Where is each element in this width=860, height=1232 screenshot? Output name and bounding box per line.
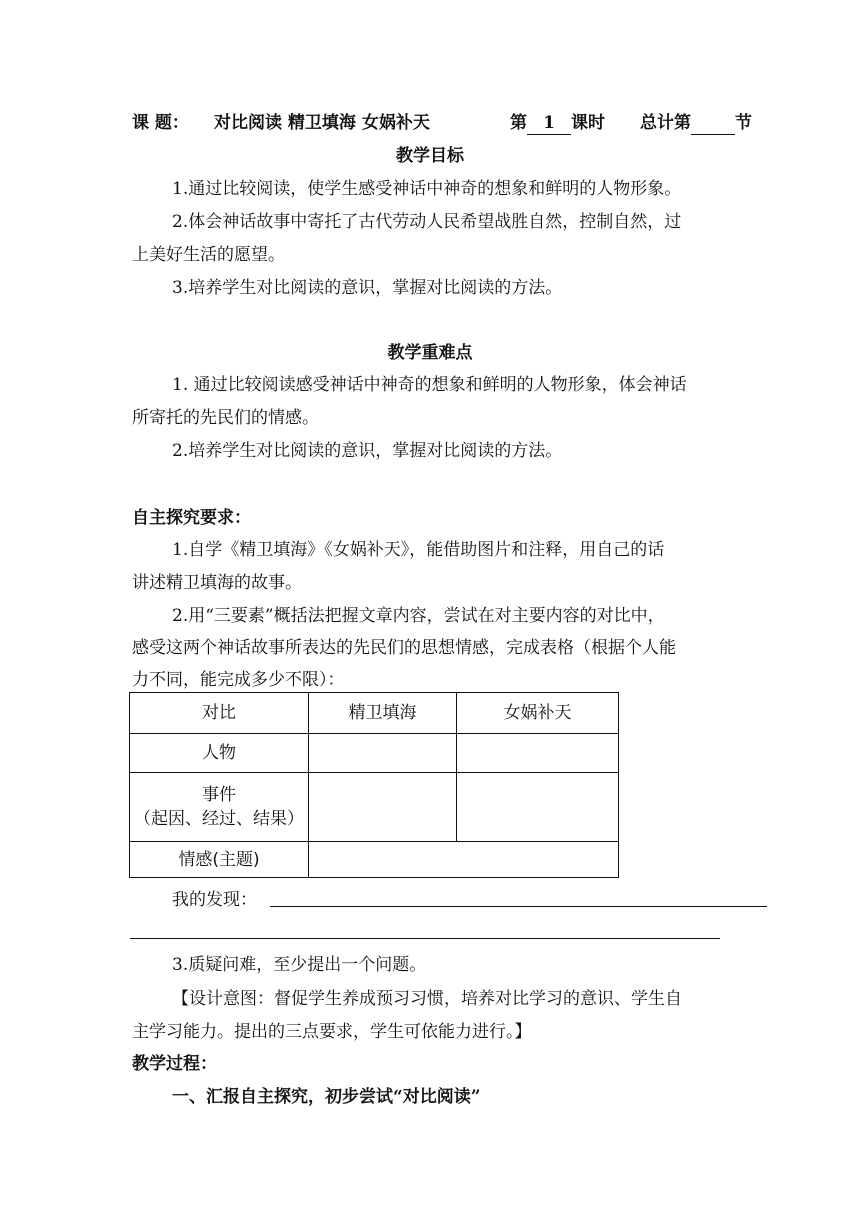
self-study-item-1-line-1: 1.自学《精卫填海》《女娲补天》，能借助图片和注释，用自己的话 [172,540,665,560]
cell-character-jingwei [309,734,457,773]
table-header-jingwei: 精卫填海 [309,693,457,734]
objective-item-1: 1.通过比较阅读，使学生感受神话中神奇的想象和鲜明的人物形象。 [172,179,682,199]
table-row [130,842,619,878]
discovery-answer-line-1 [270,906,767,907]
design-intent-line-2: 主学习能力。提出的三点要求，学生可依能力进行。】 [132,1022,532,1042]
self-study-item-3: 3.质疑问难，至少提出一个问题。 [172,955,427,975]
design-intent-line-1: 【设计意图：督促学生养成预习习惯，培养对比学习的意识、学生自 [172,989,682,1009]
topic-title: 对比阅读 精卫填海 女娲补天 [214,113,430,133]
lesson-count [510,112,605,135]
objectives-heading: 教学目标 [396,146,464,166]
row-label-emotion: 情感(主题) [130,842,309,878]
self-study-item-2-line-1: 2.用“三要素”概括法把握文章内容，尝试在对主要内容的对比中， [172,606,665,626]
row-label-character: 人物 [130,734,309,773]
objective-item-2-line-2: 上美好生活的愿望。 [132,245,285,265]
process-step-1: 一、汇报自主探究，初步尝试“对比阅读” [172,1087,481,1107]
key-point-2: 2.培养学生对比阅读的意识，掌握对比阅读的方法。 [172,441,563,461]
lesson-number: 1 [527,112,571,135]
row-label-event-line-1: 事件 [202,785,236,805]
cell-emotion-merged [309,842,619,878]
total-prefix: 总计第 [640,113,691,133]
discovery-label: 我的发现： [172,890,257,910]
cell-event-jingwei [309,773,457,842]
topic-label: 课 题： [132,113,189,133]
lesson-suffix: 课时 [571,113,605,133]
total-count [640,112,752,135]
table-header-row [130,693,619,734]
process-heading: 教学过程： [132,1054,217,1074]
self-study-item-2-line-2: 感受这两个神话故事所表达的先民们的思想情感，完成表格（根据个人能 [132,638,676,658]
cell-character-nuwa [457,734,619,773]
total-value [691,112,735,135]
key-points-heading: 教学重难点 [387,343,473,363]
objective-item-2-line-1: 2.体会神话故事中寄托了古代劳动人民希望战胜自然，控制自然，过 [172,212,682,232]
row-label-event-line-2: （起因、经过、结果） [134,809,304,829]
total-suffix: 节 [735,113,752,133]
table-header-compare: 对比 [130,693,309,734]
cell-event-nuwa [457,773,619,842]
key-point-1-line-2: 所寄托的先民们的情感。 [132,408,319,428]
discovery-answer-line-2 [130,938,720,939]
row-label-event [130,773,309,842]
table-row [130,773,619,842]
lesson-prefix: 第 [510,113,527,133]
self-study-heading: 自主探究要求： [132,508,251,528]
self-study-item-1-line-2: 讲述精卫填海的故事。 [132,573,302,593]
key-point-1-line-1: 1. 通过比较阅读感受神话中神奇的想象和鲜明的人物形象，体会神话 [172,375,687,395]
table-row [130,734,619,773]
objective-item-3: 3.培养学生对比阅读的意识，掌握对比阅读的方法。 [172,278,563,298]
comparison-table [129,692,619,878]
topic-header [132,112,189,134]
self-study-item-2-line-3: 力不同，能完成多少不限）： [132,670,345,690]
table-header-nuwa: 女娲补天 [457,693,619,734]
